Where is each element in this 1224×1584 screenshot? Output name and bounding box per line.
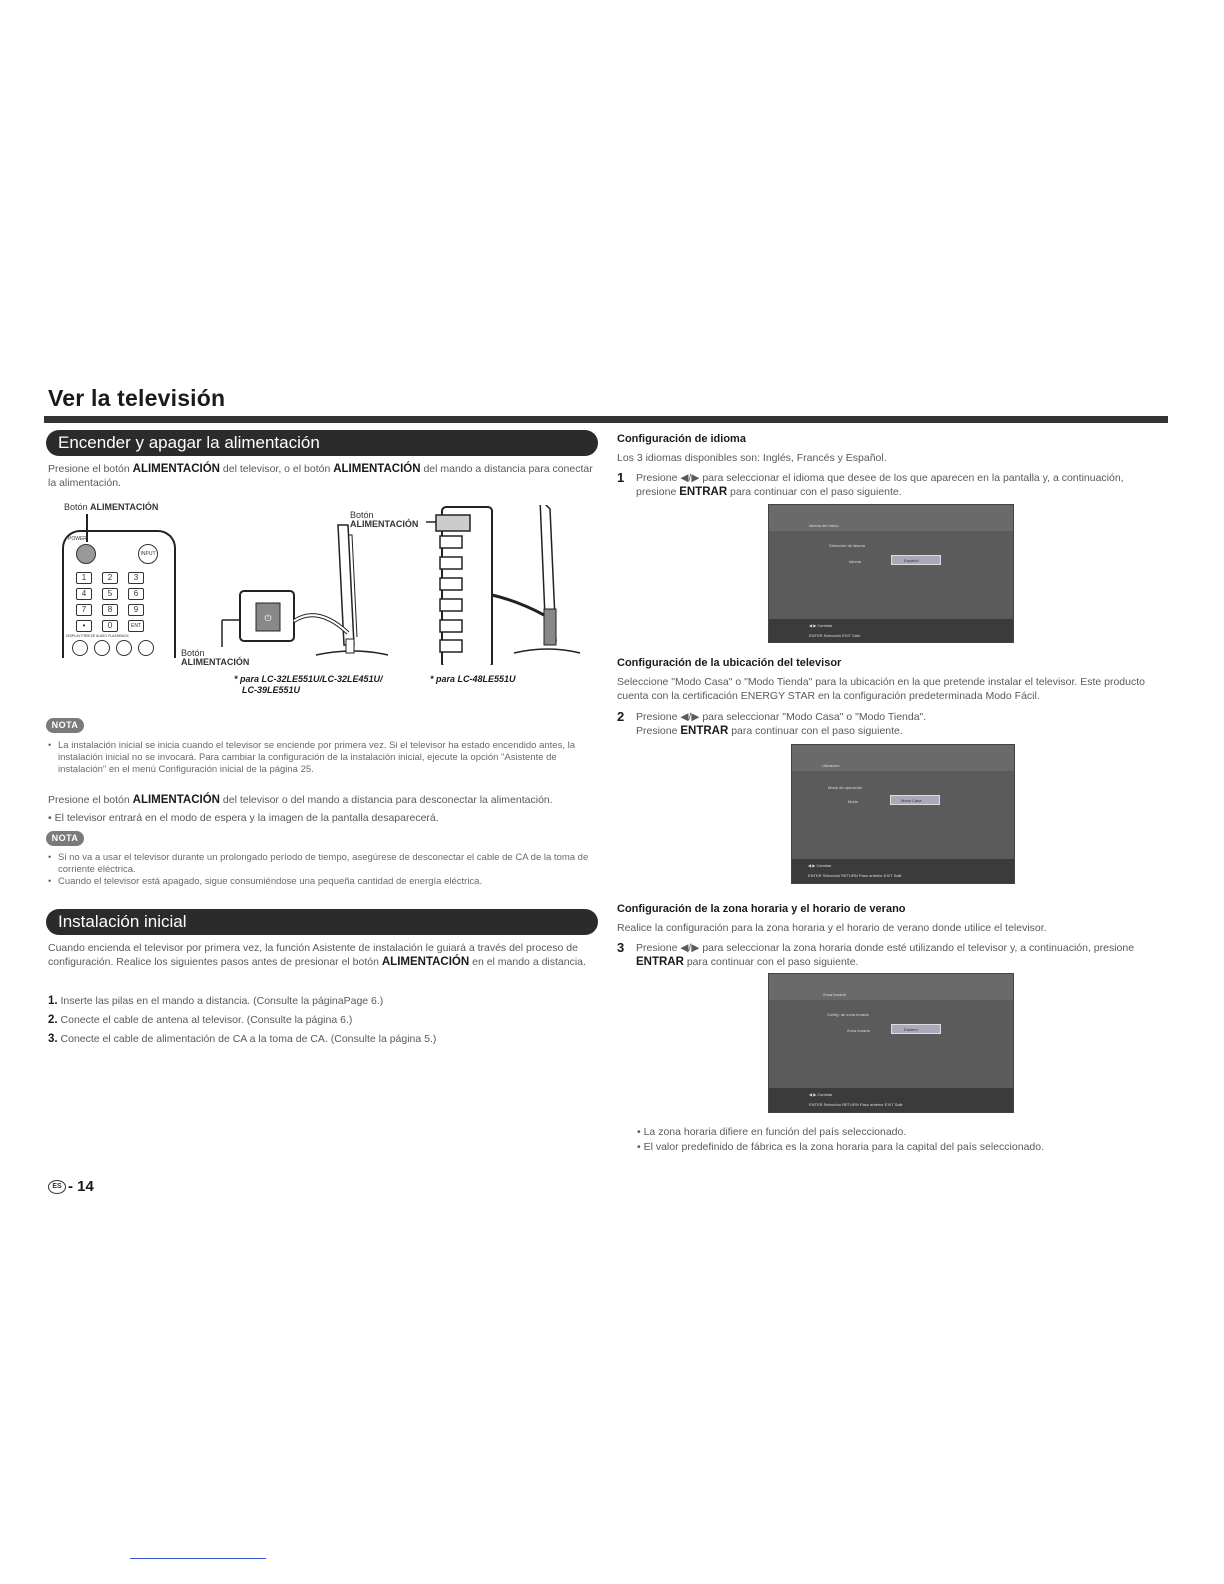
lang-text: Los 3 idiomas disponibles son: Inglés, Francés y Español. [617, 452, 887, 464]
remote-key[interactable]: 5 [102, 588, 118, 600]
screen-1-label: Idioma [849, 559, 862, 564]
section-heading-install: Instalación inicial [46, 909, 598, 935]
remote-display-button[interactable] [72, 640, 88, 656]
remote-key[interactable]: 3 [128, 572, 144, 584]
screen-2-foot-1: ◀ ▶ Cambiar [808, 863, 832, 868]
screen-1-foot-2: ENTER Selección EXIT Salir [809, 633, 861, 638]
lang-badge: ES [48, 1180, 66, 1194]
location-heading: Configuración de la ubicación del televisor [617, 657, 842, 669]
screen-1-foot-1: ◀ ▶ Cambiar [809, 623, 833, 628]
remote-power-label: Botón ALIMENTACIÓN [64, 502, 159, 512]
timezone-heading: Configuración de la zona horaria y el horario de verano [617, 903, 906, 915]
screen-location [791, 744, 1015, 884]
step-1-number: 1 [617, 470, 625, 485]
screen-3-foot-1: ◀ ▶ Cambiar [809, 1092, 833, 1097]
screen-3-selector: Eastern [891, 1024, 941, 1034]
timezone-text: Realice la configuración para la zona horaria y el horario de verano donde utilice el televisor. [617, 922, 1047, 934]
nota-badge-2: NOTA [46, 831, 84, 846]
page-title: Ver la televisión [48, 385, 226, 411]
step-2-number: 2 [617, 709, 625, 724]
remote-power-text: POWER [68, 536, 87, 542]
remote-flashback-button[interactable] [138, 640, 154, 656]
screen-1-title: Idioma del menú [809, 523, 839, 528]
install-step-1: 1. Inserte las pilas en el mando a distancia. (Consulte la páginaPage 6.) [48, 995, 384, 1007]
screen-3-foot-2: ENTER Selección RETURN Paso anterior EXIT Salir [809, 1102, 903, 1107]
screen-2-selector: Modo Casa [890, 795, 940, 805]
remote-bottom-labels: DISPLAY FREEZE AUDIO FLASHBACK [66, 634, 129, 638]
screen-timezone [768, 973, 1014, 1113]
screen-1-selector: Español [891, 555, 941, 565]
remote-freeze-button[interactable] [94, 640, 110, 656]
remote-illustration [62, 530, 176, 658]
remote-key[interactable]: 0 [102, 620, 118, 632]
timezone-bullet-1: • La zona horaria difiere en función del país seleccionado. [637, 1126, 907, 1138]
remote-power-button[interactable] [76, 544, 96, 564]
remote-key[interactable]: 6 [128, 588, 144, 600]
svg-text:⏻: ⏻ [264, 614, 272, 624]
remote-key[interactable]: 1 [76, 572, 92, 584]
note-1: • La instalación inicial se inicia cuando el televisor se enciende por primera vez. Si el televisor ha estado encendido antes, la instalación inicial no se invocará. Para cambiar la configuración de la instalación inicial, ejecute la opción "Asistente de instalación" en el menú Configuración inicial de la página 25. [48, 740, 575, 775]
remote-key[interactable]: 2 [102, 572, 118, 584]
screen-2-row: Modo de operación [828, 785, 863, 790]
screen-3-title: Zona horaria [823, 992, 846, 997]
tv-illustration [178, 505, 588, 665]
standby-bullet: • El televisor entrará en el modo de espera y la imagen de la pantalla desaparecerá. [48, 812, 439, 824]
screen-3-label: Zona horaria [847, 1028, 870, 1033]
tv-power-label-top: Botón ALIMENTACIÓN [350, 510, 419, 529]
step-3-number: 3 [617, 940, 625, 955]
screen-2-foot-2: ENTER Selección RETURN Paso anterior EXIT Salir [808, 873, 902, 878]
remote-key[interactable]: 8 [102, 604, 118, 616]
install-step-3: 3. Conecte el cable de alimentación de CA a la toma de CA. (Consulte la página 5.) [48, 1033, 437, 1045]
step-2-text: Presione ◀/▶ para seleccionar "Modo Casa" o "Modo Tienda". Presione ENTRAR para continuar con el paso siguiente. [636, 711, 927, 737]
page-number: ES - 14 [48, 1178, 94, 1195]
footer-link-line [130, 1558, 266, 1559]
remote-key[interactable]: 9 [128, 604, 144, 616]
title-rule [44, 416, 1168, 423]
screen-2-label: Modo [848, 799, 859, 804]
lang-heading: Configuración de idioma [617, 433, 746, 445]
remote-key[interactable]: • [76, 620, 92, 632]
remote-keypad [76, 572, 166, 636]
step-1-text: Presione ◀/▶ para seleccionar el idioma que desee de los que aparecen en la pantalla y, a continuación, presione ENTRAR para continuar con el paso siguiente. [636, 472, 1124, 498]
remote-key[interactable]: 7 [76, 604, 92, 616]
install-step-2: 2. Conecte el cable de antena al televisor. (Consulte la página 6.) [48, 1014, 353, 1026]
screen-2-title: Ubicación [822, 763, 840, 768]
timezone-bullet-2: • El valor predefinido de fábrica es la zona horaria para la capital del país seleccionado. [637, 1141, 1045, 1153]
remote-key[interactable]: 4 [76, 588, 92, 600]
tv-power-label-bottom: Botón ALIMENTACIÓN [181, 648, 250, 667]
remote-key[interactable]: ENT [128, 620, 144, 632]
caption-right: * para LC-48LE551U [430, 674, 516, 684]
section-heading-power: Encender y apagar la alimentación [46, 430, 598, 456]
step-3-text: Presione ◀/▶ para seleccionar la zona horaria donde esté utilizando el televisor y, a continuación, presione ENTRAR para continuar con el paso siguiente. [636, 942, 1135, 968]
note-2b: • Cuando el televisor está apagado, sigue consumiéndose una pequeña cantidad de energía eléctrica. [48, 876, 483, 887]
remote-input-button[interactable]: INPUT [138, 544, 158, 564]
install-intro: Cuando encienda el televisor por primera vez, la función Asistente de instalación le guiará a través del proceso de configuración. Realice los siguientes pasos antes de presionar el botón ALIMENTACIÓN en el mando a distancia. [48, 942, 586, 968]
screen-3-row: Config. de zona horaria [827, 1012, 869, 1017]
caption-left: * para LC-32LE551U/LC-32LE451U/ LC-39LE551U [234, 674, 383, 695]
location-text: Seleccione "Modo Casa" o "Modo Tienda" para la ubicación en la que pretende instalar el televisor. Este producto cuenta con la certificación ENERGY STAR en la configuración predeterminada Modo Fácil. [617, 676, 1145, 702]
note-2a: • Si no va a usar el televisor durante un prolongado período de tiempo, asegúrese de desconectar el cable de CA de la toma de corriente eléctrica. [48, 852, 589, 875]
power-intro: Presione el botón ALIMENTACIÓN del televisor, o el botón ALIMENTACIÓN del mando a distancia para conectar la alimentación. [48, 463, 593, 489]
power-off-text: Presione el botón ALIMENTACIÓN del televisor o del mando a distancia para desconectar la alimentación. [48, 794, 553, 806]
remote-audio-button[interactable] [116, 640, 132, 656]
screen-language [768, 504, 1014, 643]
nota-badge: NOTA [46, 718, 84, 733]
screen-1-row: Selección de idioma [829, 543, 865, 548]
